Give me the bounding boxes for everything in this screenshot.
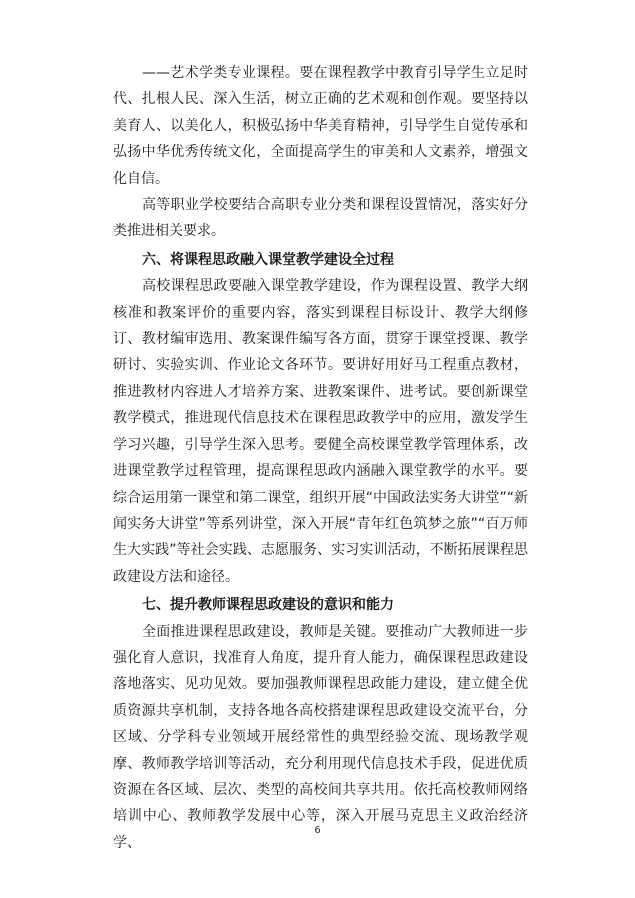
paragraph-vocational: 高等职业学校要结合高职专业分类和课程设置情况，落实好分类推进相关要求。 <box>113 197 528 240</box>
section-heading-6: 六、将课程思政融入课堂教学建设全过程 <box>142 251 394 268</box>
section-body-6: 高校课程思政要融入课堂教学建设，作为课程设置、教学大纲核准和教案评价的重要内容，落实到课程目标设计、教学大纲修订、教材编审选用、教案课件编写各方面，贯穿于课堂授课、教学研讨、实验实训、作业论文各环节。要讲好用好马工程重点教材，推进教材内容进人才培养方案、进教案课件、进考试。要创新课堂教学模式，推进现代信息技术在课程思政教学中的应用，激发学生学习兴趣，引导学生深入思考。要健全高校课堂教学管理体系，改进课堂教学过程管理，提高课程思政内涵融入课堂教学的水平。要综合运用第一课堂和第二课堂，组织开展“中国政法实务大讲堂”“新闻实务大讲堂”等系列讲堂，深入开展“青年红色筑梦之旅”“百万师生大实践”等社会实践、志愿服务、实习实训活动，不断拓展课程思政建设方法和途径。 <box>113 278 528 585</box>
document-body <box>113 60 528 856</box>
section-heading-7: 七、提升教师课程思政建设的意识和能力 <box>142 597 394 614</box>
section-body-7: 全面推进课程思政建设，教师是关键。要推动广大教师进一步强化育人意识，找准育人角度，提升育人能力，确保课程思政建设落地落实、见功见效。要加强教师课程思政能力建设，建立健全优质资源共享机制，支持各地各高校搭建课程思政建设交流平台，分区域、分学科专业领域开展经常性的典型经验交流、现场教学观摩、教师教学培训等活动，充分利用现代信息技术手段，促进优质资源在各区域、层次、类型的高校间共享共用。依托高校教师网络培训中心、教师教学发展中心等，深入开展马克思主义政治经济学、 <box>113 623 528 851</box>
page-number: 6 <box>314 825 321 836</box>
paragraph-art-courses: ——艺术学类专业课程。要在课程教学中教育引导学生立足时代、扎根人民、深入生活，树立正确的艺术观和创作观。要坚持以美育人、以美化人，积极弘扬中华美育精神，引导学生自觉传承和弘扬中华优秀传统文化，全面提高学生的审美和人文素养，增强文化自信。 <box>113 65 528 187</box>
